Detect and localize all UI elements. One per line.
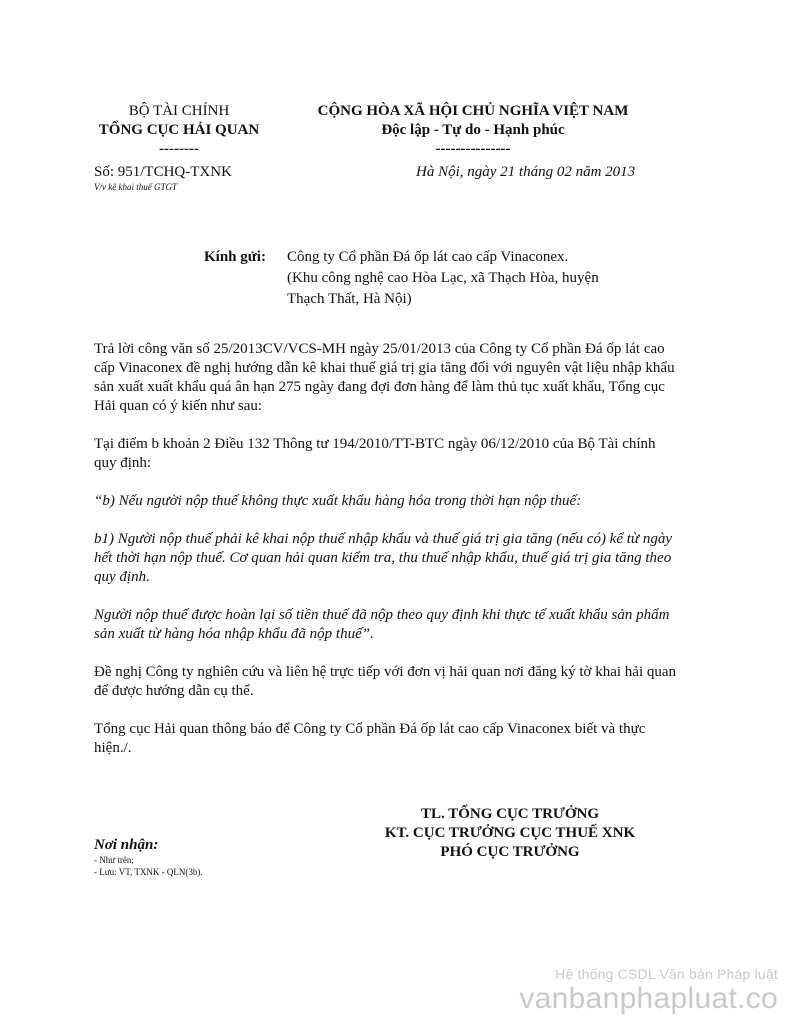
agency-separator: -------- (159, 141, 199, 157)
paragraph-legal-basis (94, 435, 706, 473)
recipient-line: (Khu công nghệ cao Hòa Lạc, xã Thạch Hòa, huyện (287, 270, 599, 286)
signature-title: PHÓ CỤC TRƯỞNG (440, 844, 580, 860)
paragraph-quote-b (94, 492, 706, 511)
recipients-title: Nơi nhận: (94, 837, 159, 853)
signature-block (320, 805, 700, 862)
signature-title: KT. CỤC TRƯỞNG CỤC THUẾ XNK (384, 825, 636, 841)
text-line: b1) Người nộp thuế phải kê khai nộp thuế nhập khẩu và thuế giá trị gia tăng (nếu có) kể từ ngày (94, 531, 673, 547)
text-line: quy định. (94, 569, 150, 585)
paragraph-request (94, 663, 706, 701)
text-line: Tổng cục Hải quan thông báo để Công ty Cổ phần Đá ốp lát cao cấp Vinaconex biết và thực (94, 721, 646, 737)
recipient-label: Kính gửi: (204, 249, 266, 265)
paragraph-quote-b1 (94, 530, 706, 587)
recipient-item: - Như trên; (94, 855, 134, 865)
text-line: quy định: (94, 455, 152, 471)
text-line: hiện./. (94, 740, 132, 756)
text-line: sản xuất xuất khẩu quá ân hạn 275 ngày đang đợi đơn hàng để làm thủ tục xuất khẩu, Tổng cục (94, 379, 665, 395)
text-line: Đề nghị Công ty nghiên cứu và liên hệ trực tiếp với đơn vị hải quan nơi đăng ký tờ khai hải quan (94, 664, 677, 680)
signature-title: TL. TỔNG CỤC TRƯỞNG (420, 806, 600, 822)
text-line: hết thời hạn nộp thuế. Cơ quan hải quan kiểm tra, thu thuế nhập khẩu, thuế giá trị gia tăng theo (94, 550, 672, 566)
national-title-block (268, 102, 678, 159)
country-name: CỘNG HÒA XÃ HỘI CHỦ NGHĨA VIỆT NAM (317, 103, 629, 119)
watermark-site: vanbanphapluat.co (519, 982, 778, 1015)
recipients-list (94, 854, 203, 878)
recipient-line: Công ty Cổ phần Đá ốp lát cao cấp Vinaconex. (287, 249, 569, 265)
text-line: Tại điểm b khoản 2 Điều 132 Thông tư 194/2010/TT-BTC ngày 06/12/2010 của Bộ Tài chính (94, 436, 656, 452)
recipient-line: Thạch Thất, Hà Nội) (287, 291, 412, 307)
place-and-date: Hà Nội, ngày 21 tháng 02 năm 2013 (416, 164, 636, 180)
ministry-name: BỘ TÀI CHÍNH (128, 103, 230, 119)
paragraph-quote-refund (94, 606, 706, 644)
text-line: Người nộp thuế được hoàn lại số tiền thuế đã nộp theo quy định khi thực tế xuất khẩu sản phẩm (94, 607, 670, 623)
text-line: để được hướng dẫn cụ thể. (94, 683, 254, 699)
document-number: Số: 951/TCHQ-TXNK (94, 164, 232, 180)
recipient-address (287, 247, 627, 310)
text-line: Hải quan có ý kiến như sau: (94, 398, 263, 414)
paragraph-closing (94, 720, 706, 758)
watermark-caption: Hệ thống CSDL Văn bản Pháp luật (555, 966, 778, 982)
recipient-item: - Lưu: VT, TXNK - QLN(3b). (94, 867, 203, 877)
paragraph-reply (94, 340, 706, 416)
text-line: Trả lời công văn số 25/2013CV/VCS-MH ngày 25/01/2013 của Công ty Cổ phần Đá ốp lát cao (94, 341, 665, 357)
document-subject: V/v kê khai thuế GTGT (94, 182, 177, 192)
motto-separator: --------------- (435, 141, 511, 157)
issuing-agency-block (70, 102, 288, 159)
text-line: cấp Vinaconex đề nghị hướng dẫn kê khai thuế giá trị gia tăng đối với nguyên vật liệu nhập khẩu (94, 360, 675, 376)
text-line: “b) Nếu người nộp thuế không thực xuất khẩu hàng hóa trong thời hạn nộp thuế: (94, 493, 582, 509)
letter-body (94, 340, 706, 777)
agency-name: TỔNG CỤC HẢI QUAN (98, 122, 260, 138)
national-motto: Độc lập - Tự do - Hạnh phúc (381, 122, 565, 138)
text-line: sản xuất từ hàng hóa nhập khẩu đã nộp thuế”. (94, 626, 374, 642)
